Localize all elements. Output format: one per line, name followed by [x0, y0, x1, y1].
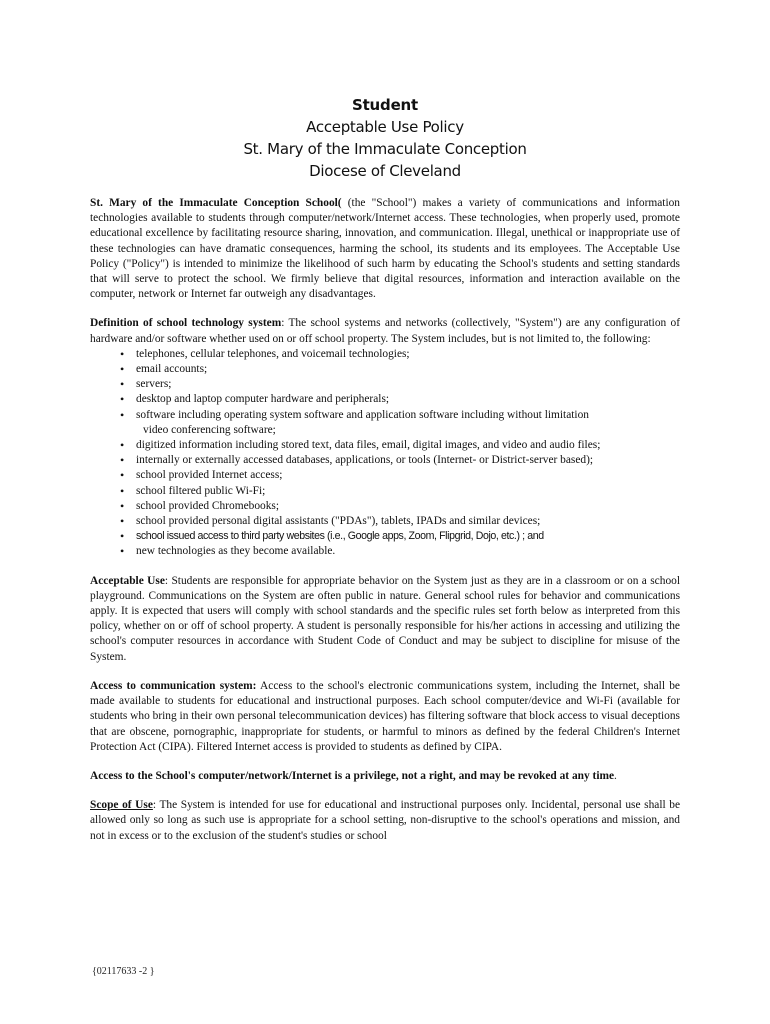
- list-item: • digitized information including stored text, data files, email, digital images, and video and audio files;: [136, 438, 680, 453]
- list-item: • telephones, cellular telephones, and voicemail technologies;: [136, 347, 680, 362]
- privilege-paragraph: Access to the School's computer/network/Internet is a privilege, not a right, and may be revoked at any time.: [90, 769, 617, 782]
- intro-text: (the "School") makes a variety of communications and information technologies available to students through computer/network/Internet access. These technologies, when properly used, promote educational excellence by facilitating resource sharing, innovation, and communication. Illegal, unethical or inappropriate use of these technologies can have dramatic consequences, harming the school, its students and its employees. The Acceptable Use Policy ("Policy") is intended to minimize the likelihood of such harm by educating the School's students and setting standards that will serve to protect the school. We firmly believe that digital resources, information and interaction available on the computer, network or Internet far outweigh any disadvantages.: [90, 197, 681, 301]
- list-item: • school issued access to third party websites (i.e., Google apps, Zoom, Flipgrid, Dojo, etc.) ; and: [136, 529, 680, 544]
- list-item: • internally or externally accessed databases, applications, or tools (Internet- or District-server based);: [136, 453, 680, 468]
- access-paragraph: [90, 679, 680, 755]
- scope-text: : The System is intended for use for educational and instructional purposes only. Incidental, personal use shall be allowed only so long as such use is appropriate for a school setting, non-disruptive to the school's operations and mission, and not in excess or to the exclusion of the student's studies or school: [90, 799, 681, 842]
- definition-heading: Definition of school technology system: [90, 317, 282, 330]
- parish-name: St. Mary of the Immaculate Conception: [243, 140, 527, 158]
- policy-title: Acceptable Use Policy: [306, 118, 464, 136]
- document-code-footer: {02117633 -2 }: [92, 966, 155, 977]
- document-body: [90, 196, 680, 858]
- list-item: • servers;: [136, 377, 680, 392]
- list-item: • school provided personal digital assistants ("PDAs"), tablets, IPADs and similar devices;: [136, 514, 680, 529]
- list-item-continuation: video conferencing software;: [143, 423, 276, 436]
- acceptable-use-text: : Students are responsible for appropriate behavior on the System just as they are in a classroom or on a school playground. Communications on the System are often public in nature. General school rules for behavior and communications apply. It is expected that users will comply with school standards and the specific rules set forth below as interpreted from this policy, whether on or off of school property. A student is personally responsible for his/her actions in accessing and utilizing the school's computer resources in accordance with Student Code of Conduct and may be subject to discipline for misuse of the System.: [90, 574, 680, 663]
- acceptable-use-heading: Acceptable Use: [90, 574, 165, 587]
- list-item: • software including operating system software and application software including without limitation video conferencing software;: [136, 408, 680, 438]
- list-item: • school provided Internet access;: [136, 468, 680, 483]
- intro-paragraph: [90, 196, 680, 302]
- document-title: Student: [351, 96, 418, 114]
- definition-text: : The school systems and networks (collectively, "System") are any configuration of hardware and/or software whether used on or off school property. The System includes, but is not limited to, the following:: [90, 317, 681, 345]
- list-item: • desktop and laptop computer hardware and peripherals;: [136, 392, 680, 407]
- acceptable-use-paragraph: [90, 574, 680, 665]
- system-components-list: [90, 347, 680, 560]
- definition-paragraph: [90, 316, 680, 346]
- list-item: • new technologies as they become available.: [136, 544, 680, 559]
- document-header: [0, 94, 770, 182]
- scope-heading: Scope of Use: [90, 799, 153, 812]
- school-name: St. Mary of the Immaculate Conception School(: [90, 197, 342, 209]
- list-item: • school filtered public Wi-Fi;: [136, 484, 680, 499]
- privilege-statement: Access to the School's computer/network/Internet is a privilege, not a right, and may be revoked at any time: [90, 769, 615, 782]
- list-item: • email accounts;: [136, 362, 680, 377]
- access-text: Access to the school's electronic communications system, including the Internet, shall be made available to students for educational and instructional purposes. Each school computer/device and Wi-Fi (available for students who bring in their own personal telecommunication devices) has filtering software that block access to visual deceptions that are obscene, pornographic, inappropriate for students, or harmful to minors as defined by the federal Children's Internet Protection Act (CIPA). Filtered Internet access is provided to students as defined by CIPA.: [90, 679, 680, 753]
- access-heading: Access to communication system:: [90, 679, 257, 692]
- scope-paragraph: [90, 798, 680, 844]
- diocese-name: Diocese of Cleveland: [309, 162, 461, 180]
- list-item: • school provided Chromebooks;: [136, 499, 680, 514]
